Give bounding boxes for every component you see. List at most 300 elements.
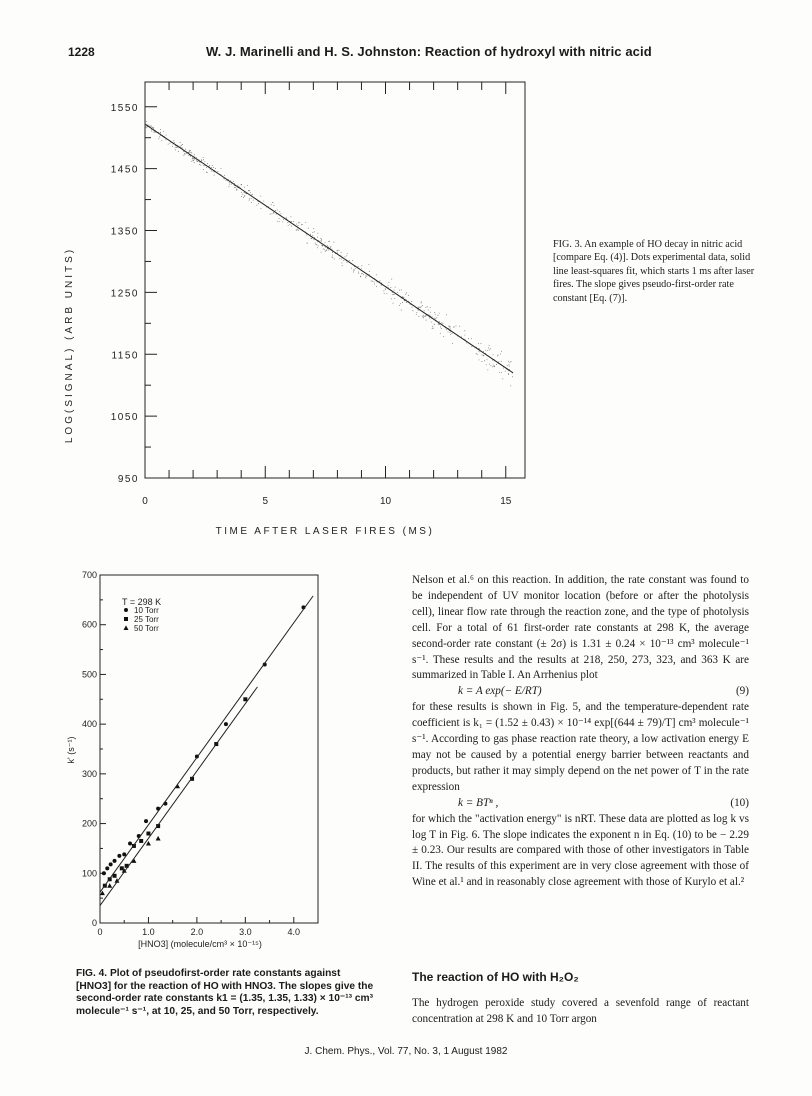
data-point	[442, 323, 443, 324]
equation-text: k = BTⁿ ,	[458, 796, 499, 809]
data-point	[332, 252, 333, 253]
data-point	[511, 361, 512, 362]
data-point	[290, 216, 291, 217]
data-point	[233, 181, 234, 182]
data-point	[299, 222, 300, 223]
data-point	[251, 198, 252, 199]
y-tick-label: 1150	[111, 350, 139, 362]
data-point	[263, 201, 264, 202]
data-point	[289, 224, 290, 225]
data-point	[388, 285, 389, 286]
data-point	[507, 365, 508, 366]
data-point	[325, 251, 326, 252]
fit-line	[100, 596, 313, 892]
data-point	[437, 315, 438, 316]
data-point	[422, 305, 423, 306]
fig4-legend	[124, 606, 160, 633]
data-point	[224, 175, 225, 176]
data-point	[234, 183, 235, 184]
data-point	[230, 180, 231, 181]
data-point	[317, 237, 318, 238]
data-point	[456, 325, 457, 326]
data-point	[249, 200, 250, 201]
data-point	[358, 272, 359, 273]
data-point	[204, 161, 205, 162]
data-point	[459, 326, 460, 327]
data-point	[207, 163, 208, 164]
fig3-caption: FIG. 3. An example of HO decay in nitric acid [compare Eq. (4)]. Dots experimental data, solid line least-squares fit, which starts 1 ms after laser fires. The slope gives pseudo-first-order rate constant [Eq. (7)].	[553, 239, 755, 304]
data-point	[489, 345, 490, 346]
data-point	[360, 276, 361, 277]
data-point	[433, 328, 434, 329]
data-point	[326, 250, 327, 251]
data-point	[402, 296, 403, 297]
data-point	[192, 157, 193, 158]
data-point	[146, 832, 150, 836]
data-point	[189, 151, 190, 152]
data-point	[421, 301, 422, 302]
fig3-chart	[50, 70, 530, 550]
data-point	[183, 151, 184, 152]
data-point	[286, 217, 287, 218]
data-point	[393, 294, 394, 295]
data-point	[188, 152, 189, 153]
x-tick-label: 5	[262, 496, 269, 507]
data-point	[314, 231, 315, 232]
data-point	[477, 354, 478, 355]
data-point	[189, 152, 190, 153]
data-point	[193, 160, 194, 161]
data-point	[158, 138, 159, 139]
data-point	[369, 271, 370, 272]
y-tick-label: 300	[81, 768, 97, 779]
data-point	[306, 234, 307, 235]
data-point	[435, 318, 436, 319]
data-point	[117, 854, 121, 858]
data-point	[229, 184, 230, 185]
data-point	[482, 361, 483, 362]
data-point	[324, 249, 325, 250]
data-point	[236, 190, 237, 191]
data-point	[471, 338, 472, 339]
data-point	[372, 281, 373, 282]
data-point	[186, 153, 187, 154]
data-point	[380, 280, 381, 281]
data-point	[450, 334, 451, 335]
data-point	[151, 125, 152, 126]
data-point	[508, 373, 509, 374]
data-point	[406, 302, 407, 303]
data-point	[508, 364, 509, 365]
data-point	[250, 192, 251, 193]
data-point	[428, 310, 429, 311]
data-point	[390, 287, 391, 288]
data-point	[302, 224, 303, 225]
data-point	[333, 242, 334, 243]
data-point	[213, 171, 214, 172]
data-point	[332, 257, 333, 258]
fig4-x-axis-label: [HNO3] (molecule/cm³ × 10⁻¹⁵)	[138, 939, 262, 949]
data-point	[237, 185, 238, 186]
data-point	[450, 326, 451, 327]
data-point	[203, 165, 204, 166]
data-point	[503, 368, 504, 369]
data-point	[260, 208, 261, 209]
data-point	[298, 222, 299, 223]
data-point	[448, 332, 449, 333]
data-point	[421, 306, 422, 307]
x-tick-label: 1.0	[142, 927, 155, 937]
data-point	[330, 246, 331, 247]
data-point	[183, 155, 184, 156]
data-point	[500, 354, 501, 355]
data-point	[248, 190, 249, 191]
data-point	[479, 359, 480, 360]
data-point	[430, 307, 431, 308]
data-point	[325, 242, 326, 243]
data-point	[275, 210, 276, 211]
data-point	[321, 240, 322, 241]
data-point	[160, 129, 161, 130]
data-point	[229, 182, 230, 183]
data-point	[493, 365, 494, 366]
data-point	[204, 165, 205, 166]
data-point	[244, 192, 245, 193]
fig4-chart	[60, 565, 330, 955]
data-point	[203, 157, 204, 158]
data-point	[374, 283, 375, 284]
data-point	[185, 149, 186, 150]
data-point	[168, 144, 169, 145]
data-point	[317, 247, 318, 248]
data-point	[401, 309, 402, 310]
data-point	[194, 154, 195, 155]
equation-text: k = A exp(− E/RT)	[458, 685, 542, 698]
data-point	[441, 322, 442, 323]
data-point	[273, 212, 274, 213]
data-point	[489, 364, 490, 365]
data-point	[496, 364, 497, 365]
data-point	[296, 230, 297, 231]
data-point	[412, 307, 413, 308]
data-point	[332, 255, 333, 256]
data-point	[391, 279, 392, 280]
data-point	[249, 198, 250, 199]
data-point	[206, 167, 207, 168]
data-point	[277, 221, 278, 222]
data-point	[434, 312, 435, 313]
fig4-caption: FIG. 4. Plot of pseudofirst-order rate constants against [HNO3] for the reaction of HO with HNO3. The slopes give the second-order rate constants k1 = (1.35, 1.35, 1.33) × 10⁻¹³ cm³ molecule⁻¹ s⁻¹, at 10, 25, and 50 Torr, respectively.	[76, 968, 374, 1017]
data-point	[484, 360, 485, 361]
data-point	[353, 270, 354, 271]
running-head: W. J. Marinelli and H. S. Johnston: Reaction of hydroxyl with nitric acid	[206, 44, 652, 59]
data-point	[435, 314, 436, 315]
data-point	[487, 369, 488, 370]
fig4-fit-lines	[100, 596, 313, 906]
data-point	[252, 194, 253, 195]
data-point	[352, 260, 353, 261]
data-point	[453, 327, 454, 328]
data-point	[209, 165, 210, 166]
data-point	[436, 317, 437, 318]
data-point	[273, 202, 274, 203]
data-point	[311, 238, 312, 239]
data-point	[487, 359, 488, 360]
data-point	[287, 222, 288, 223]
data-point	[241, 184, 242, 185]
data-point	[383, 290, 384, 291]
data-point	[279, 221, 280, 222]
data-point	[191, 161, 192, 162]
data-point	[312, 235, 313, 236]
data-point	[476, 353, 477, 354]
data-point	[190, 150, 191, 151]
data-point	[354, 270, 355, 271]
data-point	[191, 152, 192, 153]
data-point	[490, 365, 491, 366]
data-point	[505, 371, 506, 372]
data-point	[251, 194, 252, 195]
data-point	[369, 274, 370, 275]
data-point	[244, 187, 245, 188]
data-point	[189, 150, 190, 151]
data-point	[419, 307, 420, 308]
data-point	[277, 209, 278, 210]
data-point	[181, 145, 182, 146]
data-point	[424, 316, 425, 317]
data-point	[320, 238, 321, 239]
data-point	[497, 355, 498, 356]
data-point	[363, 274, 364, 275]
data-point	[308, 228, 309, 229]
data-point	[241, 192, 242, 193]
data-point	[498, 361, 499, 362]
data-point	[128, 841, 132, 845]
data-point	[422, 316, 423, 317]
data-point	[449, 326, 450, 327]
data-point	[175, 149, 176, 150]
data-point	[258, 203, 259, 204]
data-point	[394, 298, 395, 299]
y-tick-label: 500	[81, 669, 97, 680]
data-point	[446, 329, 447, 330]
data-point	[215, 168, 216, 169]
data-point	[423, 315, 424, 316]
data-point	[317, 233, 318, 234]
data-point	[423, 317, 424, 318]
data-point	[185, 154, 186, 155]
data-point	[328, 241, 329, 242]
data-point	[441, 328, 442, 329]
data-point	[244, 196, 245, 197]
data-point	[196, 160, 197, 161]
data-point	[349, 260, 350, 261]
data-point	[392, 294, 393, 295]
data-point	[345, 256, 346, 257]
data-point	[180, 142, 181, 143]
data-point	[365, 277, 366, 278]
data-point	[194, 159, 195, 160]
data-point	[374, 281, 375, 282]
data-point	[393, 303, 394, 304]
data-point	[165, 139, 166, 140]
data-point	[508, 374, 509, 375]
data-point	[180, 146, 181, 147]
data-point	[178, 151, 179, 152]
data-point	[440, 333, 441, 334]
y-tick-label: 1050	[110, 412, 139, 424]
data-point	[385, 288, 386, 289]
data-point	[337, 250, 338, 251]
data-point	[242, 194, 243, 195]
data-point	[321, 239, 322, 240]
data-point	[293, 221, 294, 222]
y-tick-label: 100	[81, 868, 97, 879]
data-point	[395, 287, 396, 288]
data-point	[207, 172, 208, 173]
data-point	[102, 871, 106, 875]
data-point	[313, 239, 314, 240]
data-point	[247, 185, 248, 186]
y-tick-label: 0	[91, 918, 97, 928]
data-point	[429, 318, 430, 319]
data-point	[397, 292, 398, 293]
data-point	[432, 316, 433, 317]
data-point	[212, 165, 213, 166]
data-point	[439, 313, 440, 314]
x-tick-label: 0	[142, 496, 148, 507]
data-point	[160, 133, 161, 134]
data-point	[224, 722, 228, 726]
data-point	[490, 348, 491, 349]
y-tick-label: 400	[81, 719, 97, 730]
data-point	[479, 351, 480, 352]
data-point	[105, 866, 109, 870]
data-point	[421, 302, 422, 303]
data-point	[184, 153, 185, 154]
data-point	[271, 204, 272, 205]
data-point	[145, 125, 146, 126]
data-point	[217, 171, 218, 172]
data-point	[499, 372, 500, 373]
data-point	[434, 324, 435, 325]
data-point	[400, 303, 401, 304]
data-point	[489, 349, 490, 350]
data-point	[346, 262, 347, 263]
data-point	[443, 336, 444, 337]
data-point	[193, 158, 194, 159]
data-point	[432, 328, 433, 329]
fig4-y-axis-label: k' (s⁻¹)	[66, 736, 76, 764]
data-point	[501, 372, 502, 373]
data-point	[487, 350, 488, 351]
data-point	[320, 240, 321, 241]
data-point	[323, 249, 324, 250]
x-tick-label: 3.0	[239, 927, 252, 937]
data-point	[401, 289, 402, 290]
data-point	[313, 228, 314, 229]
data-point	[226, 180, 227, 181]
data-point	[493, 354, 494, 355]
data-point	[358, 266, 359, 267]
fig3-fit-line	[145, 124, 513, 373]
x-tick-label: 0	[97, 927, 103, 937]
data-point	[273, 205, 274, 206]
data-point	[346, 255, 347, 256]
page-footer: J. Chem. Phys., Vol. 77, No. 3, 1 August 1982	[304, 1046, 508, 1057]
paragraph: Nelson et al.⁶ on this reaction. In addition, the rate constant was found to be independent of UV monitor location (before or after the photolysis cell), linear flow rate through the reaction zone, and the type of photolysis cell. For a total of 61 first-order rate constants at 298 K, the average second-order rate constant (± 2σ) is 1.31 ± 0.24 × 10⁻¹³ cm³ molecule⁻¹ s⁻¹. These results and the results at 218, 250, 273, 323, and 363 K are summarized in Table I. An Arrhenius plot	[412, 574, 749, 682]
x-tick-label: 4.0	[287, 927, 301, 937]
data-point	[194, 162, 195, 163]
data-point	[385, 289, 386, 290]
equation-10	[412, 796, 749, 812]
data-point	[256, 205, 257, 206]
data-point	[494, 366, 495, 367]
data-point	[376, 286, 377, 287]
data-point	[464, 335, 465, 336]
data-point	[166, 135, 167, 136]
data-point	[203, 159, 204, 160]
data-point	[510, 385, 511, 386]
data-point	[327, 245, 328, 246]
data-point	[342, 262, 343, 263]
legend-marker	[124, 608, 128, 612]
data-point	[329, 241, 330, 242]
data-point	[211, 170, 212, 171]
data-point	[416, 314, 417, 315]
data-point	[420, 307, 421, 308]
data-point	[466, 342, 467, 343]
data-point	[146, 127, 147, 128]
fig4-title: T = 298 K	[122, 597, 162, 607]
data-point	[276, 214, 277, 215]
data-point	[342, 265, 343, 266]
data-point	[243, 697, 247, 701]
data-point	[450, 332, 451, 333]
data-point	[368, 264, 369, 265]
data-point	[425, 307, 426, 308]
data-point	[355, 268, 356, 269]
data-point	[172, 146, 173, 147]
data-point	[429, 315, 430, 316]
data-point	[485, 350, 486, 351]
section-heading: The reaction of HO with H₂O₂	[412, 970, 579, 984]
fig4-frame	[100, 575, 318, 923]
data-point	[482, 354, 483, 355]
data-point	[404, 297, 405, 298]
data-point	[394, 290, 395, 291]
data-point	[326, 250, 327, 251]
data-point	[159, 136, 160, 137]
data-point	[146, 121, 147, 122]
data-point	[305, 222, 306, 223]
data-point	[483, 351, 484, 352]
data-point	[492, 366, 493, 367]
data-point	[328, 250, 329, 251]
legend-label: 50 Torr	[134, 624, 159, 633]
data-point	[203, 169, 204, 170]
data-point	[298, 230, 299, 231]
data-point	[173, 140, 174, 141]
data-point	[386, 293, 387, 294]
data-point	[341, 252, 342, 253]
data-point	[321, 252, 322, 253]
data-point	[450, 329, 451, 330]
data-point	[109, 862, 113, 866]
paragraph: for these results is shown in Fig. 5, and the temperature-dependent rate coefficient is k₁ = (1.52 ± 0.43) × 10⁻¹⁴ exp[(644 ± 79)/T] cm³ molecule⁻¹ s⁻¹. According to gas phase reaction rate theory, a low activation energy E may not be caused by a potential energy barrier between reactants and products, but rather it may simply depend on the net power of T in the rate expression	[412, 701, 749, 793]
data-point	[235, 187, 236, 188]
fig3-axes	[111, 82, 525, 507]
